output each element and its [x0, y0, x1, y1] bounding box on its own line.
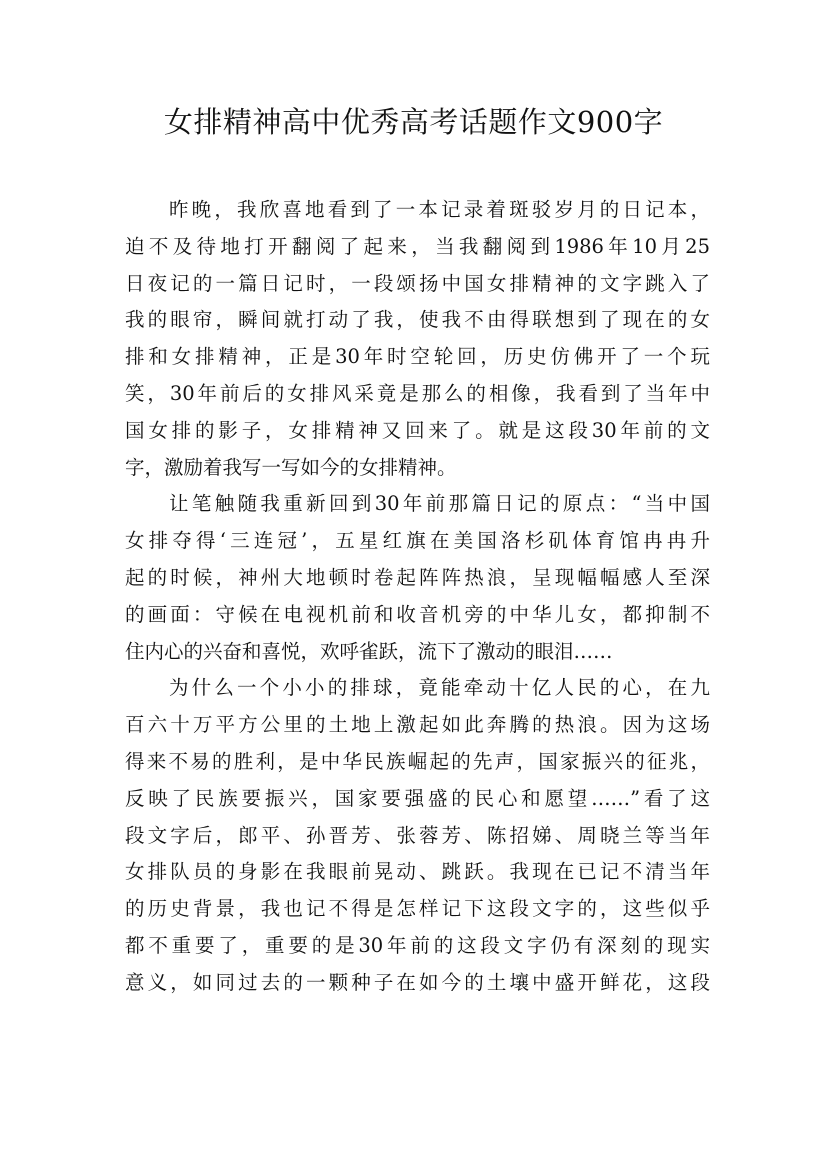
paragraph-3-line-3: 得来不易的胜利，是中华民族崛起的先声，国家振兴的征兆， — [125, 749, 710, 773]
paragraph-3-line-9: 意义，如同过去的一颗种子在如今的土壤中盛开鲜花，这段 — [125, 970, 710, 994]
paragraph-1-line-7: 国女排的影子，女排精神又回来了。就是这段30年前的文 — [125, 418, 710, 442]
paragraph-1-line-4: 我的眼帘，瞬间就打动了我，使我不由得联想到了现在的女 — [125, 308, 710, 332]
paragraph-1-line-8: 字，激励着我写一写如今的女排精神。 — [125, 455, 457, 479]
document-body — [125, 192, 710, 1002]
paragraph-3-line-7: 的历史背景，我也记不得是怎样记下这段文字的，这些似乎 — [125, 897, 710, 921]
paragraph-3-line-1: 为什么一个小小的排球，竟能牵动十亿人民的心，在九 — [169, 676, 710, 700]
paragraph-1-line-3: 日夜记的一篇日记时，一段颂扬中国女排精神的文字跳入了 — [125, 271, 710, 295]
paragraph-2-line-5: 住内心的兴奋和喜悦，欢呼雀跃，流下了激动的眼泪…… — [125, 639, 613, 663]
paragraph-2-line-2: 女排夺得‘三连冠’，五星红旗在美国洛杉矶体育馆冉冉升 — [125, 529, 710, 553]
paragraph-3-line-8: 都不重要了，重要的是30年前的这段文字仍有深刻的现实 — [125, 933, 710, 957]
paragraph-1-line-2: 迫不及待地打开翻阅了起来，当我翻阅到1986年10月25 — [125, 234, 710, 258]
paragraph-1-line-6: 笑，30年前后的女排风采竟是那么的相像，我看到了当年中 — [125, 381, 710, 405]
paragraph-3-line-5: 段文字后，郎平、孙晋芳、张蓉芳、陈招娣、周晓兰等当年 — [125, 823, 710, 847]
paragraph-2-line-4: 的画面：守候在电视机前和收音机旁的中华儿女，都抑制不 — [125, 602, 710, 626]
paragraph-1-line-1: 昨晚，我欣喜地看到了一本记录着斑驳岁月的日记本， — [169, 198, 710, 221]
paragraph-2-line-1: 让笔触随我重新回到30年前那篇日记的原点：“当中国 — [169, 492, 710, 516]
paragraph-3-line-6: 女排队员的身影在我眼前晃动、跳跃。我现在已记不清当年 — [125, 860, 710, 884]
document-title: 女排精神高中优秀高考话题作文900字 — [163, 105, 664, 139]
paragraph-1-line-5: 排和女排精神，正是30年时空轮回，历史仿佛开了一个玩 — [125, 345, 710, 369]
paragraph-2-line-3: 起的时候，神州大地顿时卷起阵阵热浪，呈现幅幅感人至深 — [125, 565, 710, 589]
paragraph-3-line-4: 反映了民族要振兴，国家要强盛的民心和愿望……”看了这 — [125, 786, 710, 810]
paragraph-3-line-2: 百六十万平方公里的土地上激起如此奔腾的热浪。因为这场 — [125, 713, 710, 737]
